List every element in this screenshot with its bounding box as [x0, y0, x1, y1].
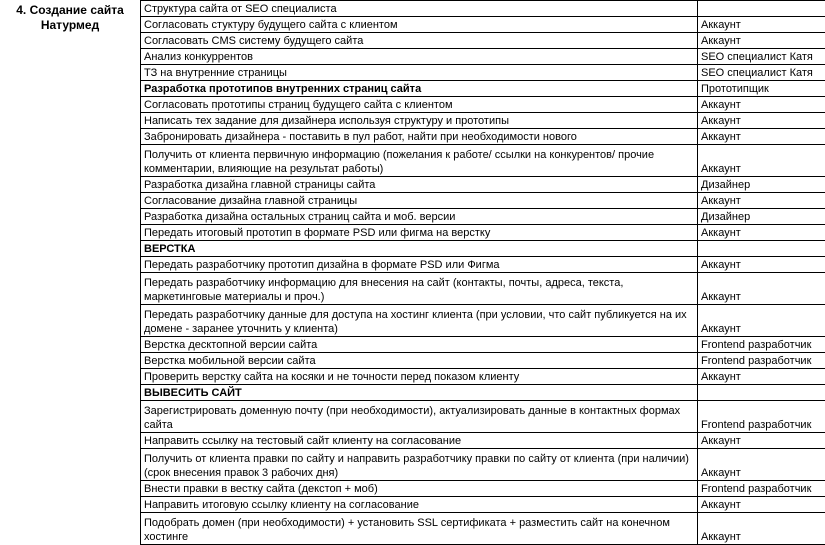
table-row — [141, 1, 825, 17]
task-cell[interactable]: Забронировать дизайнера - поставить в пул работ, найти при необходимости нового — [141, 129, 698, 145]
table-row — [141, 305, 825, 337]
table-row — [141, 241, 825, 257]
owner-cell[interactable]: Аккаунт — [698, 257, 825, 273]
owner-cell[interactable]: Аккаунт — [698, 33, 825, 49]
task-cell[interactable]: ВЕРСТКА — [141, 241, 698, 257]
owner-cell[interactable]: Аккаунт — [698, 129, 825, 145]
owner-cell[interactable]: SEO специалист Катя — [698, 49, 825, 65]
task-cell[interactable]: Согласовать CMS систему будущего сайта — [141, 33, 698, 49]
table-row — [141, 33, 825, 49]
table-row — [141, 209, 825, 225]
task-cell[interactable]: Согласовать прототипы страниц будущего сайта с клиентом — [141, 97, 698, 113]
table-row — [141, 449, 825, 481]
owner-cell[interactable]: Аккаунт — [698, 225, 825, 241]
table-row — [141, 353, 825, 369]
task-cell[interactable]: Направить ссылку на тестовый сайт клиенту на согласование — [141, 433, 698, 449]
owner-cell[interactable]: SEO специалист Катя — [698, 65, 825, 81]
owner-cell[interactable]: Аккаунт — [698, 17, 825, 33]
table-row — [141, 273, 825, 305]
task-cell[interactable]: Верстка десктопной версии сайта — [141, 337, 698, 353]
owner-cell[interactable]: Прототипщик — [698, 81, 825, 97]
task-cell[interactable]: Получить от клиента первичную информацию (пожелания к работе/ ссылки на конкурентов/ прочие комментарии, влияющие на результат работы) — [141, 145, 698, 177]
table-row — [141, 97, 825, 113]
owner-cell[interactable] — [698, 241, 825, 257]
owner-cell[interactable]: Аккаунт — [698, 97, 825, 113]
task-cell[interactable]: Передать итоговый прототип в формате PSD или фигма на верстку — [141, 225, 698, 241]
task-cell[interactable]: Верстка мобильной версии сайта — [141, 353, 698, 369]
table-row — [141, 369, 825, 385]
owner-cell[interactable]: Frontend разработчик — [698, 401, 825, 433]
task-cell[interactable]: Разработка дизайна главной страницы сайта — [141, 177, 698, 193]
table-row — [141, 513, 825, 545]
task-table-body — [141, 1, 825, 545]
owner-cell[interactable]: Дизайнер — [698, 209, 825, 225]
task-cell[interactable]: Подобрать домен (при необходимости) + установить SSL сертификата + разместить сайт на конечном хостинге — [141, 513, 698, 545]
table-row — [141, 17, 825, 33]
table-row — [141, 177, 825, 193]
section-title-line1: 4. Создание сайта — [0, 3, 140, 18]
task-cell[interactable]: Анализ конкуррентов — [141, 49, 698, 65]
section-cell[interactable] — [0, 0, 140, 532]
table-row — [141, 401, 825, 433]
owner-cell[interactable]: Frontend разработчик — [698, 481, 825, 497]
owner-cell[interactable]: Аккаунт — [698, 513, 825, 545]
owner-cell[interactable]: Аккаунт — [698, 497, 825, 513]
task-cell[interactable]: Разработка прототипов внутренних страниц сайта — [141, 81, 698, 97]
task-cell[interactable]: Согласовать стуктуру будущего сайта с клиентом — [141, 17, 698, 33]
owner-cell[interactable]: Дизайнер — [698, 177, 825, 193]
owner-cell[interactable] — [698, 385, 825, 401]
task-cell[interactable]: Разработка дизайна остальных страниц сайта и моб. версии — [141, 209, 698, 225]
owner-cell[interactable]: Frontend разработчик — [698, 337, 825, 353]
table-row — [141, 385, 825, 401]
task-table — [140, 0, 825, 545]
task-cell[interactable]: Передать разработчику данные для доступа на хостинг клиента (при условии, что сайт публикуется на их домене - заранее уточнить у клиента) — [141, 305, 698, 337]
task-cell[interactable]: Внести правки в вестку сайта (декстоп + моб) — [141, 481, 698, 497]
task-cell[interactable]: ТЗ на внутренние страницы — [141, 65, 698, 81]
table-row — [141, 145, 825, 177]
table-row — [141, 337, 825, 353]
task-cell[interactable]: ВЫВЕСИТЬ САЙТ — [141, 385, 698, 401]
table-row — [141, 257, 825, 273]
table-row — [141, 193, 825, 209]
task-cell[interactable]: Передать разработчику прототип дизайна в формате PSD или Фигма — [141, 257, 698, 273]
task-cell[interactable]: Направить итоговую ссылку клиенту на согласование — [141, 497, 698, 513]
task-cell[interactable]: Согласование дизайна главной страницы — [141, 193, 698, 209]
table-row — [141, 497, 825, 513]
section-title — [0, 3, 140, 33]
table-row — [141, 225, 825, 241]
owner-cell[interactable]: Frontend разработчик — [698, 353, 825, 369]
task-cell[interactable]: Зарегистрировать доменную почту (при необходимости), актуализировать данные в контактных формах сайта — [141, 401, 698, 433]
table-row — [141, 129, 825, 145]
table-row — [141, 113, 825, 129]
owner-cell[interactable]: Аккаунт — [698, 145, 825, 177]
table-row — [141, 49, 825, 65]
owner-cell[interactable]: Аккаунт — [698, 273, 825, 305]
owner-cell[interactable]: Аккаунт — [698, 449, 825, 481]
owner-cell[interactable]: Аккаунт — [698, 193, 825, 209]
table-row — [141, 481, 825, 497]
owner-cell[interactable]: Аккаунт — [698, 113, 825, 129]
owner-cell[interactable]: Аккаунт — [698, 369, 825, 385]
owner-cell[interactable]: Аккаунт — [698, 433, 825, 449]
table-row — [141, 81, 825, 97]
task-cell[interactable]: Проверить верстку сайта на косяки и не точности перед показом клиенту — [141, 369, 698, 385]
table-row — [141, 433, 825, 449]
task-cell[interactable]: Передать разработчику информацию для внесения на сайт (контакты, почты, адреса, текста, маркетинговые материалы и проч.) — [141, 273, 698, 305]
table-row — [141, 65, 825, 81]
owner-cell[interactable]: Аккаунт — [698, 305, 825, 337]
task-cell[interactable]: Структура сайта от SEO специалиста — [141, 1, 698, 17]
task-cell[interactable]: Написать тех задание для дизайнера используя структуру и прототипы — [141, 113, 698, 129]
task-cell[interactable]: Получить от клиента правки по сайту и направить разработчику правки по сайту от клиента (при наличии) (срок внесения правок 3 рабочих дня) — [141, 449, 698, 481]
section-title-line2: Натурмед — [0, 18, 140, 33]
owner-cell[interactable] — [698, 1, 825, 17]
